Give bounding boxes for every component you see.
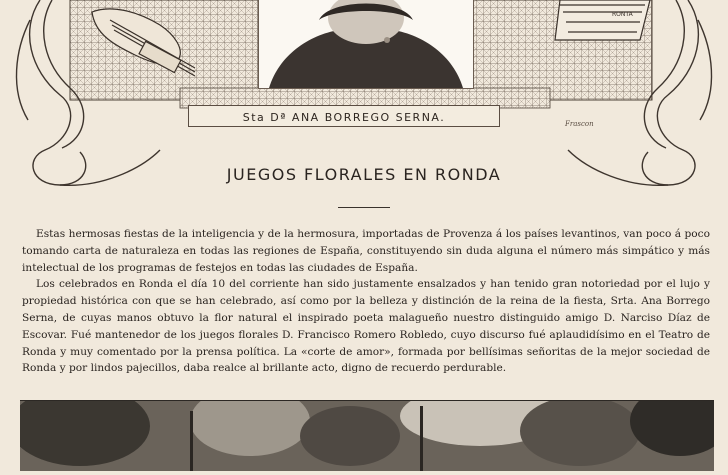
article-body (22, 226, 710, 377)
book-label: RONTA (612, 11, 633, 18)
portrait-caption: Sta Dª ANA BORREGO SERNA. (242, 111, 446, 124)
portrait-caption-box (188, 105, 500, 127)
book-illustration (555, 0, 650, 40)
portrait-photo (258, 0, 474, 89)
article-paragraph: Estas hermosas fiestas de la inteligencia y de la hermosura, importadas de Provenza á los países levantinos, van poco á poco tomando carta de naturaleza en todas las regiones de España, constituyendo sin duda alguna el número más simpático y más intelectual de los programas de festejos en todas las ciudades de España. (22, 228, 710, 274)
artist-signature: Frascon (565, 120, 594, 128)
article-paragraph: Los celebrados en Ronda el día 10 del corriente han sido justamente ensalzados y han tenido gran notoriedad por el lujo y propiedad histórica con que se han celebrado, así como por la belleza y distinción de la reina de la fiesta, Srta. Ana Borrego Serna, de cuyas manos obtuvo la flor natural el inspirado poeta malagueño nuestro distinguido amigo D. Narciso Díaz de Escovar. Fué mantenedor de los juegos florales D. Francisco Romero Robledo, cuyo discurso fué aplaudidísimo en el Teatro de Ronda y muy comentado por la prensa política. La «corte de amor», formada por bellísimas señoritas de la mejor sociedad de Ronda y por lindos pajecillos, daba realce al brillante acto, digno de recuerdo perdurable. (22, 278, 710, 375)
article-title: JUEGOS FLORALES EN RONDA (226, 165, 502, 184)
portrait-figure (259, 0, 473, 88)
landscape-trees (20, 401, 714, 471)
landscape-photo (20, 400, 714, 471)
title-rule (338, 207, 390, 208)
